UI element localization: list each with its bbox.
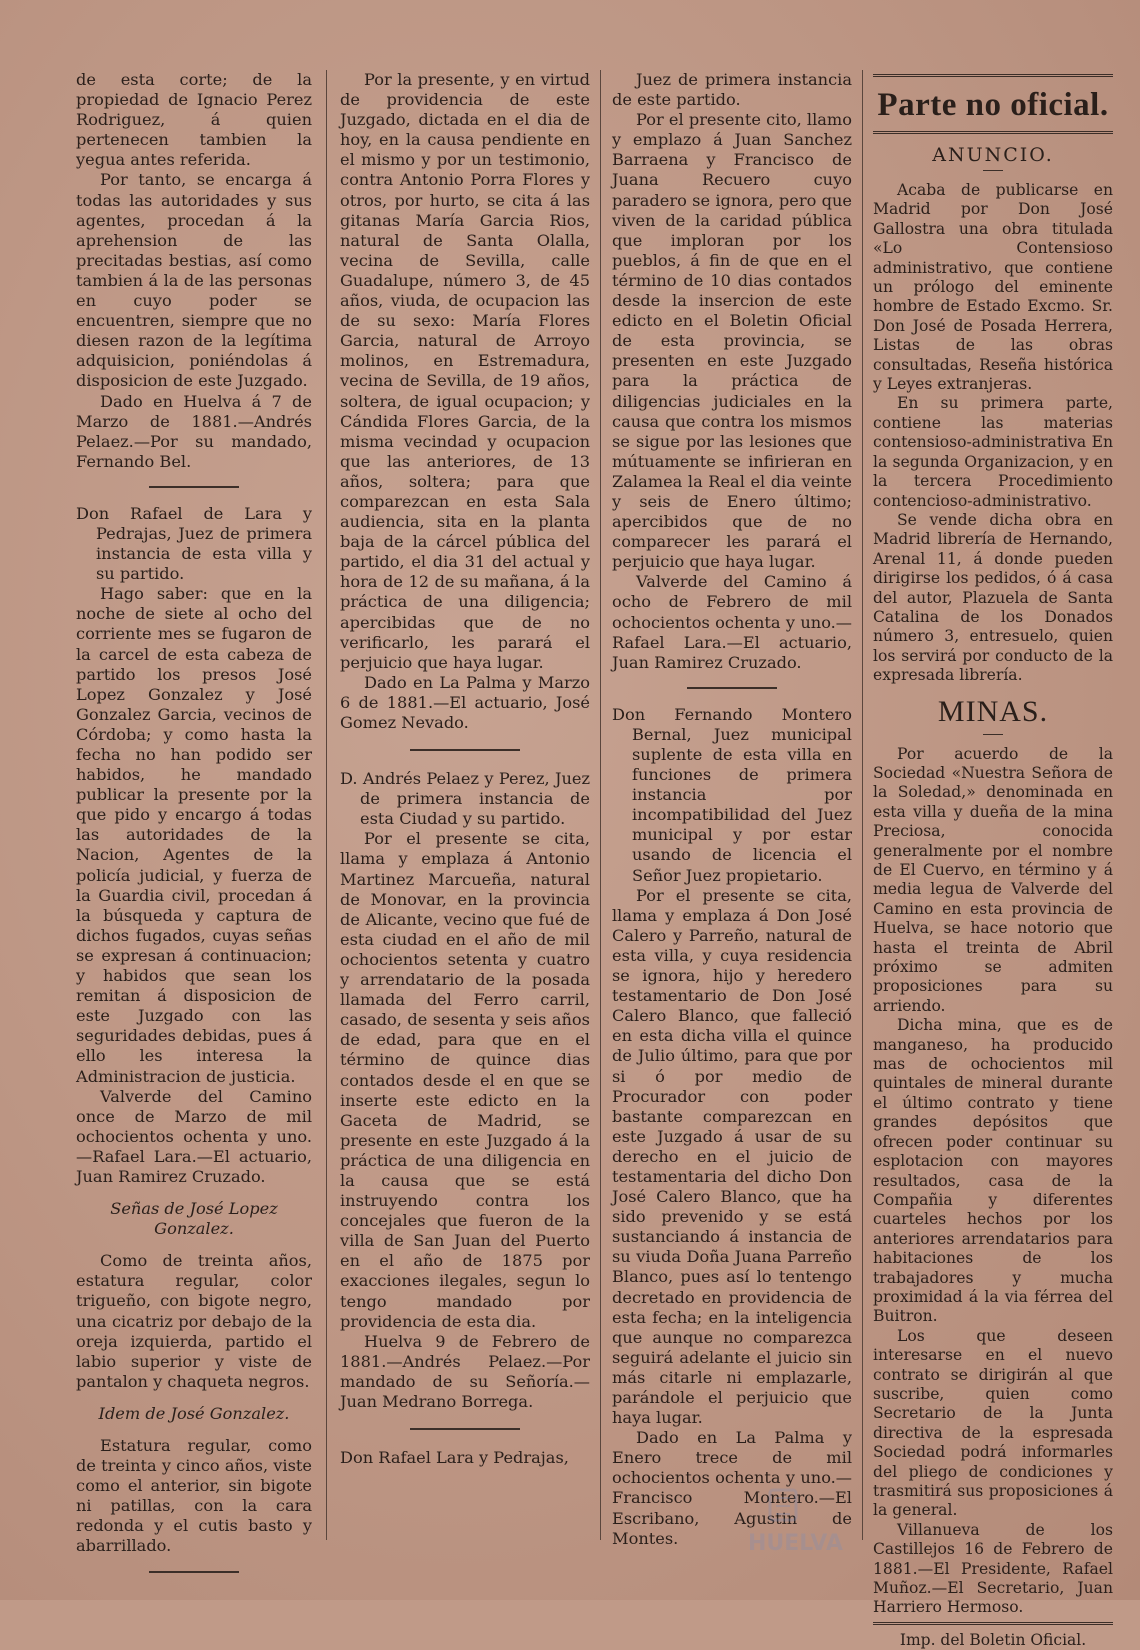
paragraph-dateline: Huelva 9 de Febrero de 1881.—Andrés Pelaez.—Por mandado de su Señoría.—Juan Medrano Borrega. [340, 1331, 590, 1411]
paragraph: Los que deseen interesarse en el nuevo contrato se dirigirán al que suscribe, quien como Secretario de la Junta directiva de la espresada Sociedad podrá informarles del pliego de condiciones y trasmitirá sus proposiciones á la general. [873, 1326, 1113, 1520]
paragraph: Por el presente cito, llamo y emplazo á Juan Sanchez Barraena y Francisco de Juana Recuero cuyo paradero se ignora, pero que viven de la caridad pública que imploran por los pueblos, á fin de que en el término de 10 dias contados desde la insercion de este edicto en el Boletin Oficial de esta provincia, se presenten en este Juzgado para la práctica de diligencias judiciales en la causa que contra los mismos se sigue por las lesiones que mútuamente se infirieran en Zalamea la Real el dia veinte y seis de Enero último; apercibidos que de no comparecer les parará el perjuicio que haya lugar. [612, 110, 852, 572]
watermark-text: HUELVA [748, 1531, 843, 1556]
archive-watermark-logo [740, 1488, 850, 1558]
paragraph-dateline: Dado en La Palma y Enero trece de mil ochocientos ochenta y uno.—Francisco Montero.—El Escribano, Agustin de Montes. [612, 1428, 852, 1548]
paragraph: Como de treinta años, estatura regular, color trigueño, con bigote negro, una cicatriz por debajo de la oreja izquierda, partido el labio superior y viste de pantalon y chaqueta negros. [76, 1251, 312, 1391]
column-4 [873, 70, 1113, 1649]
printer-imprint: Imp. del Boletin Oficial. [899, 1630, 1087, 1649]
column-rule [862, 70, 863, 1540]
announcement-heading: ANUNCIO. [932, 144, 1054, 166]
section-heading: Parte no oficial. [877, 87, 1109, 123]
column-3 [612, 70, 852, 1550]
separator-tick [983, 734, 1003, 735]
subheading: Señas de José Lopez Gonzalez. [110, 1199, 278, 1239]
paragraph: Por tanto, se encarga á todas las autoridades y sus agentes, procedan á la aprehension de las precitadas bestias, así como tambien á la de las personas en cuyo poder se encuentren, siempre que no diesen razon de la legítima adquisicion, poniéndolas á disposicion de este Juzgado. [76, 170, 312, 391]
separator-rule [687, 687, 777, 689]
column-2 [340, 70, 590, 1550]
separator-tick [983, 170, 1003, 171]
spacer [76, 1392, 312, 1404]
paragraph: de esta corte; de la propiedad de Ignacio Perez Rodriguez, á quien pertenecen tambien la yegua antes referida. [76, 70, 312, 170]
spacer [76, 1187, 312, 1199]
watermark-bars-icon [776, 1498, 790, 1514]
column-1 [76, 70, 312, 1556]
paragraph-dateline: Villanueva de los Castillejos 16 de Febrero de 1881.—El Presidente, Rafael Muñoz.—El Secretario, Juan Harriero Hermoso. [873, 1520, 1113, 1617]
edict-heading: Don Fernando Montero Bernal, Juez municipal suplente de esta villa en funciones de primera instancia por incompatibilidad del Juez municipal y por estar usando de licencia el Señor Juez propietario. [612, 704, 852, 885]
paragraph: Por acuerdo de la Sociedad «Nuestra Señora de la Soledad,» denominada en esta villa y dueña de la mina Preciosa, conocida generalmente por el nombre de El Cuervo, en término y á media legua de Valverde del Camino en esta provincia de Huelva, se hace notorio que hasta el treinta de Abril próximo se admiten proposiciones para su arriendo. [873, 744, 1113, 1015]
separator-rule [149, 1571, 239, 1573]
paragraph: Por la presente, y en virtud de providencia de este Juzgado, dictada en el dia de hoy, en la causa pendiente en el mismo y por un testimonio, contra Antonio Porra Flores y otros, por hurto, se cita á las gitanas María Garcia Rios, natural de Santa Olalla, vecina de Sevilla, calle Guadalupe, número 3, de 45 años, viuda, de ocupacion las de su sexo: María Flores Garcia, natural de Arroyo molinos, en Estremadura, vecina de Sevilla, de 19 años, soltera, de igual ocupacion; y Cándida Flores Garcia, de la misma vecindad y ocupacion que las anteriores, de 13 años, soltera; para que comparezcan en esta Sala audiencia, sita en la planta baja de la cárcel pública del partido, el dia 31 del actual y hora de 12 de su mañana, á la práctica de una diligencia; apercibidas que de no verificarlo, les parará el perjuicio que haya lugar. [340, 70, 590, 672]
paragraph: Por el presente se cita, llama y emplaza á Don José Calero y Parreño, natural de esta villa, y cuya residencia se ignora, hijo y heredero testamentario de Don José Calero Blanco, que falleció en esta dicha villa el quince de Julio último, para que por si ó por medio de Procurador con poder bastante comparezcan en este Juzgado á usar de su derecho en el juicio de testamentaria del dicho Don José Calero Blanco, que ha sido prevenido y se está sustanciando á instancia de su viuda Doña Juana Parreño Blanco, pues así lo tentengo decretado en providencia de esta fecha; en la inteligencia que aunque no comparezca seguirá adelante el juicio sin más citarle ni emplazarle, parándole el perjuicio que haya lugar. [612, 885, 852, 1428]
separator-rule [149, 486, 239, 488]
double-rule [873, 131, 1113, 134]
spacer [76, 1424, 312, 1436]
paragraph: Juez de primera instancia de este partido. [612, 70, 852, 110]
edict-heading: Don Rafael Lara y Pedrajas, [340, 1448, 569, 1468]
column-rule [326, 70, 327, 1540]
paragraph-dateline: Valverde del Camino á ocho de Febrero de mil ochocientos ochenta y uno.—Rafael Lara.—El actuario, Juan Ramirez Cruzado. [612, 572, 852, 672]
mines-heading: MINAS. [937, 694, 1049, 728]
paragraph: Hago saber: que en la noche de siete al ocho del corriente mes se fugaron de la carcel de esta cabeza de partido los presos José Lopez Gonzalez y José Gonzalez Garcia, vecinos de Córdoba; y como hasta la fecha no han podido ser habidos, he mandado publicar la presente por la que pido y encargo á todas las autoridades de la Nacion, Agentes de la policía judicial, y fuerza de la Guardia civil, procedan á la búsqueda y captura de dichos fugados, cuyas señas se expresan á continuacion; y habidos que sean los remitan á disposicion de este Juzgado con las seguridades debidas, pues á ello les interesa la Administracion de justicia. [76, 584, 312, 1086]
edict-heading: D. Andrés Pelaez y Perez, Juez de primera instancia de esta Ciudad y su partido. [340, 769, 590, 829]
edict-heading: Don Rafael de Lara y Pedrajas, Juez de primera instancia de esta villa y su partido. [76, 503, 312, 584]
paragraph-dateline: Valverde del Camino once de Marzo de mil ochocientos ochenta y uno.—Rafael Lara.—El actuario, Juan Ramirez Cruzado. [76, 1086, 312, 1186]
paragraph: Dicha mina, que es de manganeso, ha producido mas de ochocientos mil quintales de mineral durante el último contrato y tiene grandes depósitos que ofrecen poder continuar su esplotacion con mayores resultados, casa de la Compañia y diferentes cuarteles hechos por los anteriores arrendatarios para habitaciones de los trabajadores y mucha proximidad á la via férrea del Buitron. [873, 1016, 1113, 1326]
double-rule [873, 74, 1113, 77]
paragraph-dateline: Dado en Huelva á 7 de Marzo de 1881.—Andrés Pelaez.—Por su mandado, Fernando Bel. [76, 391, 312, 471]
paragraph: Por el presente se cita, llama y emplaza á Antonio Martinez Marcueña, natural de Monovar, en la provincia de Alicante, vecino que fué de esta ciudad en el año de mil ochocientos setenta y cuatro y arrendatario de la posada llamada del Ferro carril, casado, de sesenta y seis años de edad, para que en el término de quince dias contados desde el en que se inserte este edicto en la Gaceta de Madrid, se presente en este Juzgado á la práctica de una diligencia en la causa que se está instruyendo contra los concejales que fueron de la villa de San Juan del Puerto en el año de 1875 por exacciones ilegales, segun lo tengo mandado por providencia de esta dia. [340, 829, 590, 1331]
separator-rule [410, 749, 520, 751]
column-rule [600, 70, 601, 1540]
paragraph-dateline: Dado en La Palma y Marzo 6 de 1881.—El actuario, José Gomez Nevado. [340, 672, 590, 732]
paragraph: Acaba de publicarse en Madrid por Don José Gallostra una obra titulada «Lo Contensioso administrativo, que contiene un prólogo del eminente hombre de Estado Excmo. Sr. Don José de Posada Herrera, Listas de las obras consultadas, Reseña histórica y Leyes extranjeras. [873, 181, 1113, 394]
separator-rule [410, 1428, 520, 1430]
paragraph: Se vende dicha obra en Madrid librería de Hernando, Arenal 11, á donde pueden dirigirse los pedidos, ó á casa del autor, Plazuela de Santa Catalina de los Donados número 3, entresuelo, quien los servirá por conducto de la expresada librería. [873, 510, 1113, 685]
paragraph: En su primera parte, contiene las materias contensioso-administrativa En la segunda Organizacion, y en la tercera Procedimiento contencioso-administrativo. [873, 394, 1113, 510]
paragraph: Estatura regular, como de treinta y cinco años, viste como el anterior, sin bigote ni patillas, con la cara redonda y el cutis basto y abarrillado. [76, 1436, 312, 1556]
double-rule [873, 1622, 1113, 1625]
spacer [76, 1239, 312, 1251]
subheading: Idem de José Gonzalez. [98, 1403, 290, 1423]
